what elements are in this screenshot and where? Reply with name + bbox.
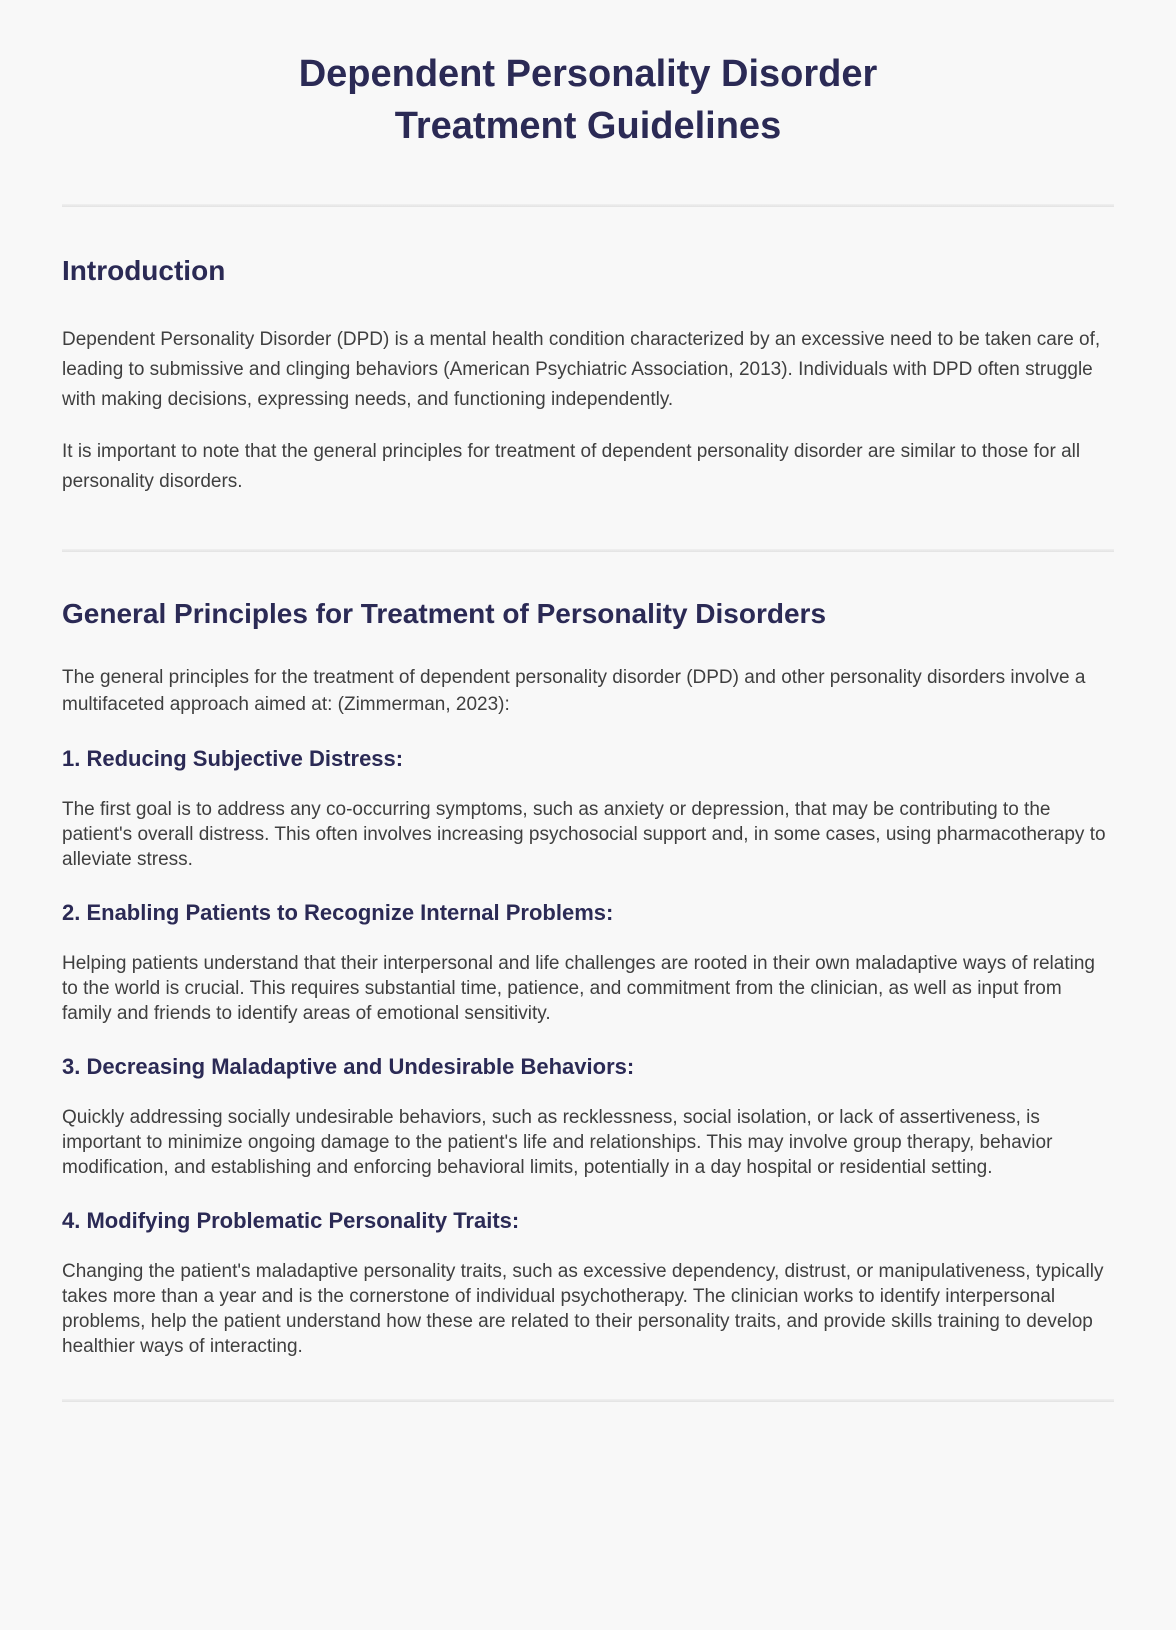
subsection-heading: 4. Modifying Problematic Personality Traits:	[62, 1208, 520, 1233]
subsection-decreasing-maladaptive-behaviors	[62, 1052, 1114, 1180]
general-principles-intro: The general principles for the treatment of dependent personality disorder (DPD) and other personality disorders involve a multifaceted approach aimed at: (Zimmerman, 2023):	[62, 667, 1086, 715]
section-divider	[62, 204, 1114, 207]
subsection-heading: 1. Reducing Subjective Distress:	[62, 746, 404, 771]
general-principles-heading: General Principles for Treatment of Personality Disorders	[62, 598, 827, 629]
document-title-line1: Dependent Personality Disorder	[298, 53, 878, 95]
subsection-body: Quickly addressing socially undesirable behaviors, such as recklessness, social isolation, or lack of assertiveness, is important to minimize ongoing damage to the patient's life and relationships. This may involve group therapy, behavior modification, and establishing and enforcing behavioral limits, potentially in a day hospital or residential setting.	[62, 1107, 1053, 1178]
document-title-line2: Treatment Guidelines	[394, 105, 782, 147]
introduction-section	[62, 253, 1114, 497]
section-divider	[62, 549, 1114, 552]
subsection-recognize-internal-problems	[62, 898, 1114, 1026]
subsection-body: Changing the patient's maladaptive personality traits, such as excessive dependency, distrust, or manipulativeness, typically takes more than a year and is the cornerstone of individual psychotherapy. The clinician works to identify interpersonal problems, help the patient understand how these are related to their personality traits, and provide skills training to develop healthier ways of interacting.	[62, 1261, 1104, 1357]
subsection-heading: 3. Decreasing Maladaptive and Undesirable Behaviors:	[62, 1054, 635, 1079]
subsection-heading: 2. Enabling Patients to Recognize Internal Problems:	[62, 900, 614, 925]
subsection-body: Helping patients understand that their interpersonal and life challenges are rooted in their own maladaptive ways of relating to the world is crucial. This requires substantial time, patience, and commitment from the clinician, as well as input from family and friends to identify areas of emotional sensitivity.	[62, 953, 1095, 1024]
introduction-paragraph-2: It is important to note that the general principles for treatment of dependent personality disorder are similar to those for all personality disorders.	[62, 441, 1081, 492]
introduction-paragraph-1: Dependent Personality Disorder (DPD) is a mental health condition characterized by an excessive need to be taken care of, leading to submissive and clinging behaviors (American Psychiatric Association, 2013). Individuals with DPD often struggle with making decisions, expressing needs, and functioning independently.	[62, 329, 1101, 410]
subsection-reducing-subjective-distress	[62, 744, 1114, 872]
general-principles-section	[62, 596, 1114, 1359]
section-divider	[62, 1399, 1114, 1402]
introduction-heading: Introduction	[62, 255, 226, 286]
document-title	[62, 48, 1114, 152]
subsection-body: The first goal is to address any co-occurring symptoms, such as anxiety or depression, that may be contributing to the patient's overall distress. This often involves increasing psychosocial support and, in some cases, using pharmacotherapy to alleviate stress.	[62, 799, 1106, 870]
subsection-modifying-personality-traits	[62, 1206, 1114, 1359]
